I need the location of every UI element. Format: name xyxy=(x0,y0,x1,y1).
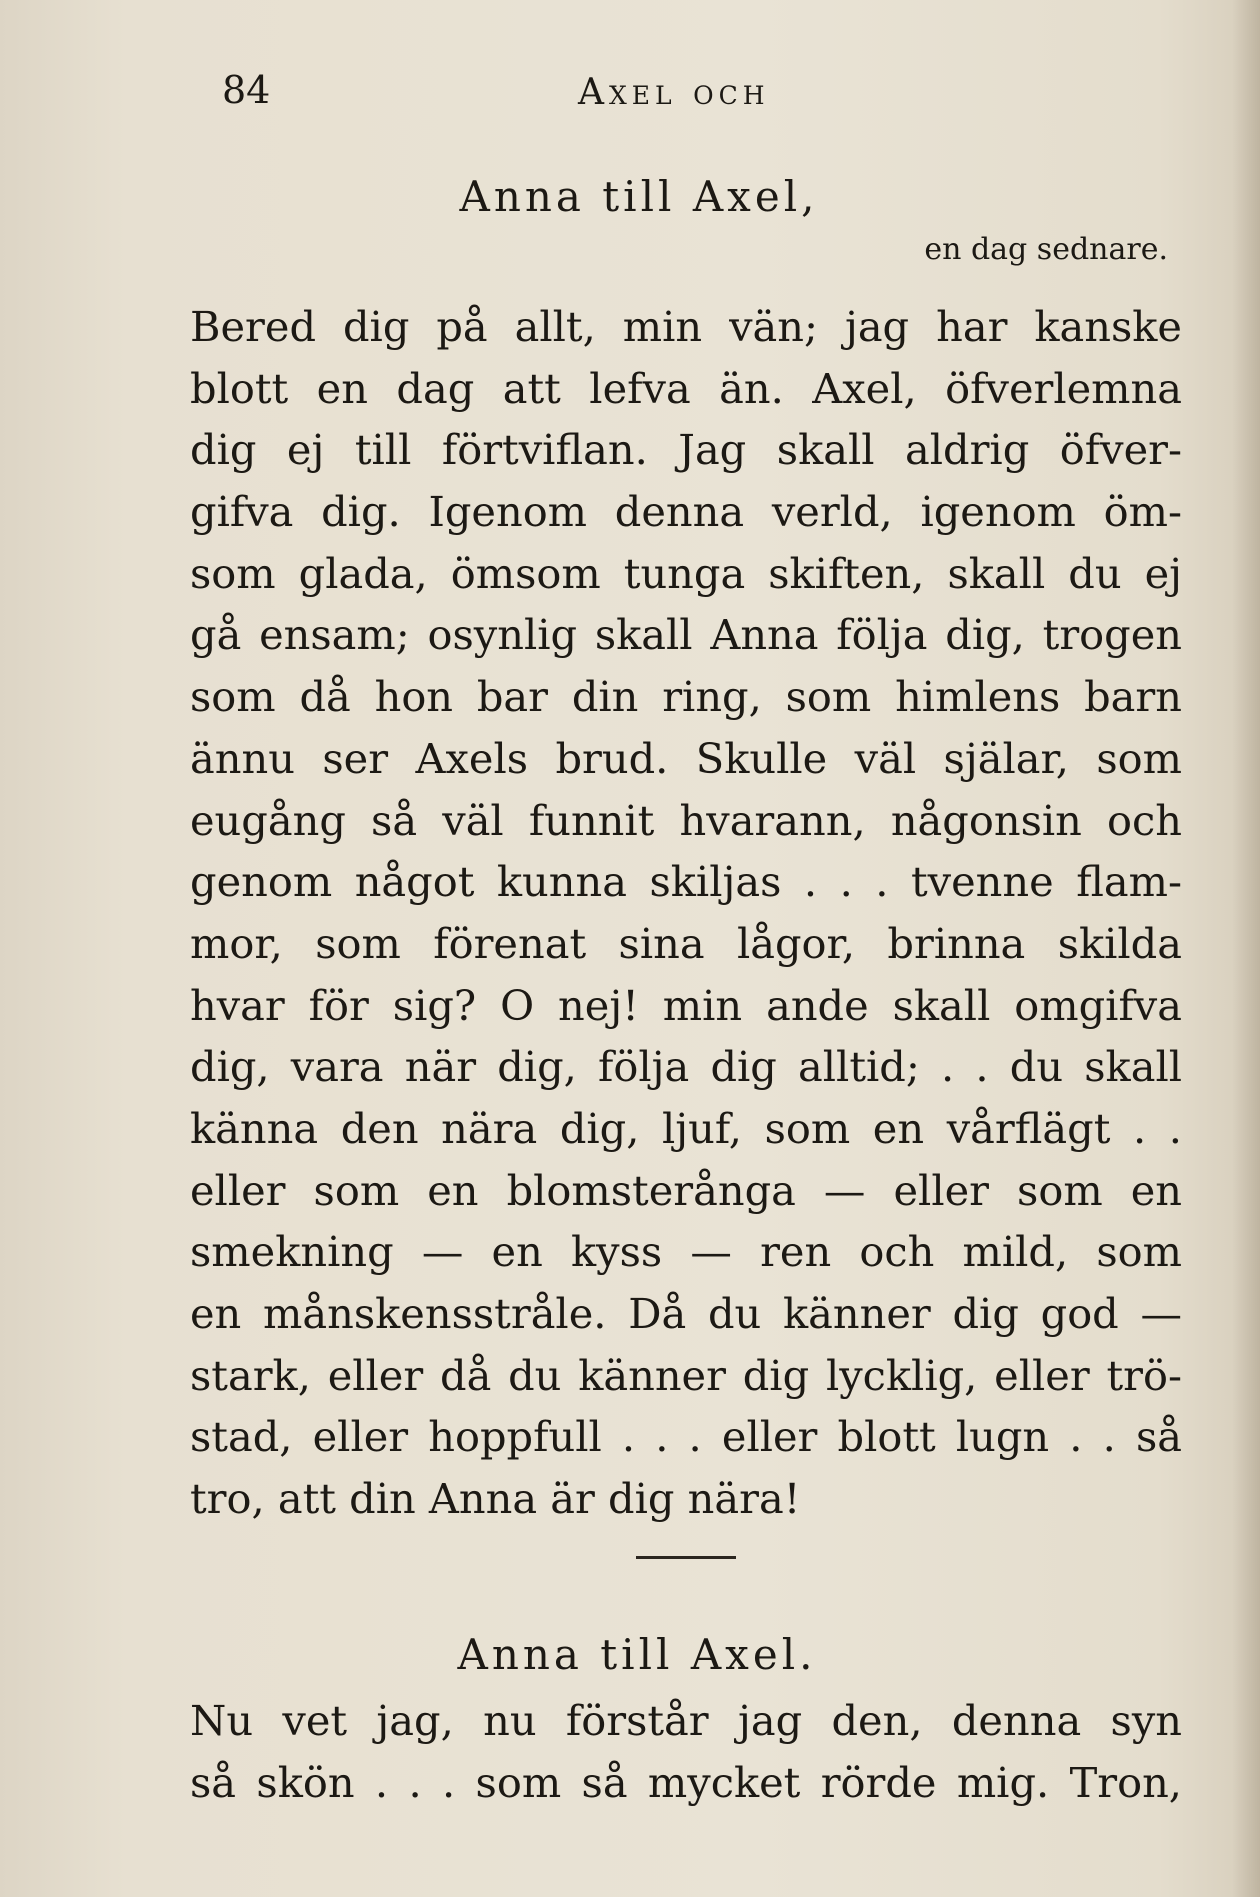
letter-body xyxy=(190,1690,1182,1830)
text-line: gifva dig. Igenom denna verld, igenom öm- xyxy=(190,487,1182,537)
text-line: blott en dag att lefva än. Axel, öfverlemna xyxy=(190,363,1182,413)
text-line: genom något kunna skiljas . . . tvenne flam- xyxy=(190,857,1182,907)
text-line: stark, eller då du känner dig lycklig, eller trö- xyxy=(190,1350,1182,1400)
text-line: Bered dig på allt, min vän; jag har kanske xyxy=(190,302,1182,351)
text-line: tro, att din Anna är dig nära! xyxy=(190,1474,801,1524)
page-gutter-shadow xyxy=(1232,0,1260,1897)
page-header xyxy=(0,68,1260,128)
text-line: eugång så väl funnit hvarann, någonsin och xyxy=(190,795,1182,845)
text-line: dig ej till förtviflan. Jag skall aldrig öfver- xyxy=(190,425,1182,475)
text-line: eller som en blomsterånga — eller som en xyxy=(190,1165,1182,1215)
text-line: smekning — en kyss — ren och mild, som xyxy=(190,1227,1182,1277)
text-line: så skön . . . som så mycket rörde mig. Tron, xyxy=(190,1757,1182,1807)
text-line: en månskensstråle. Då du känner dig god — xyxy=(190,1289,1182,1338)
text-line: känna den nära dig, ljuf, som en vårflägt . . xyxy=(190,1103,1182,1153)
text-line: mor, som förenat sina lågor, brinna skilda xyxy=(190,918,1182,968)
letter-dateline: en dag sednare. xyxy=(924,232,1168,267)
letter-heading: Anna till Axel, xyxy=(459,172,819,221)
section-divider xyxy=(636,1556,736,1559)
text-line: hvar för sig? O nej! min ande skall omgifva xyxy=(190,980,1182,1030)
text-line: dig, vara när dig, följa dig alltid; . . du skall xyxy=(190,1042,1182,1092)
letter-heading: Anna till Axel. xyxy=(457,1630,817,1679)
page-number: 84 xyxy=(222,68,271,112)
letter-body xyxy=(190,296,1182,1546)
text-line: ännu ser Axels brud. Skulle väl själar, som xyxy=(190,733,1182,783)
text-line: stad, eller hoppfull . . . eller blott lugn . . så xyxy=(190,1412,1182,1462)
text-line: Nu vet jag, nu förstår jag den, denna syn xyxy=(190,1696,1182,1745)
running-head: Axel och xyxy=(578,72,770,113)
text-line: som då hon bar din ring, som himlens barn xyxy=(190,672,1182,722)
text-line: som glada, ömsom tunga skiften, skall du ej xyxy=(190,548,1182,598)
text-line: gå ensam; osynlig skall Anna följa dig, trogen xyxy=(190,610,1182,660)
